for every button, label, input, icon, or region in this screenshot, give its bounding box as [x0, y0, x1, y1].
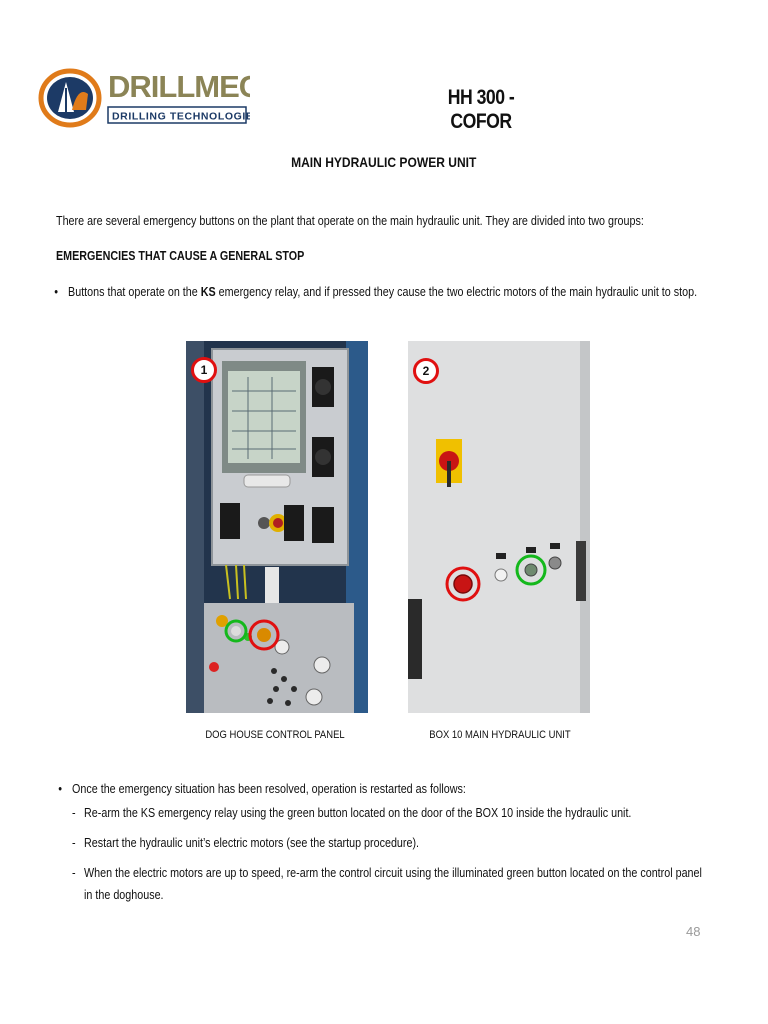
restart-step-text: Restart the hydraulic unit’s electric motors (see the startup procedure). [84, 836, 420, 850]
bullet-general-stop [56, 285, 697, 299]
logo-graphic [38, 64, 250, 130]
bullet-marker: • [54, 285, 59, 299]
logo-wordmark: DRILLMEC [108, 69, 250, 104]
bullet1-suffix: emergency relay, and if pressed they cause the two electric motors of the main hydraulic unit to stop. [215, 285, 698, 299]
control-panel-illustration [186, 341, 368, 713]
section-title [0, 154, 768, 170]
hydraulic-unit-illustration [408, 341, 590, 713]
section-title-text: MAIN HYDRAULIC POWER UNIT [291, 154, 477, 170]
drillmec-logo [38, 64, 250, 130]
group-heading: EMERGENCIES THAT CAUSE A GENERAL STOP [56, 249, 305, 263]
restart-step-2 [72, 836, 419, 850]
restart-lead: Once the emergency situation has been resolved, operation is restarted as follows: [72, 782, 466, 796]
restart-step-3 [72, 862, 704, 906]
dash-marker: - [72, 806, 76, 820]
bullet1-bold: KS [200, 285, 216, 299]
bullet1-prefix: Buttons that operate on the [68, 285, 201, 299]
figure-badge-2: 2 [413, 358, 439, 384]
dash-marker: - [72, 836, 76, 850]
photo-box10-hydraulic-unit [408, 341, 590, 713]
logo-tagline: DRILLING TECHNOLOGIES [112, 110, 250, 123]
restart-step-text: When the electric motors are up to speed, re-arm the control circuit using the illuminated green button located on the control panel in the doghouse. [84, 866, 702, 902]
figure-badge-1: 1 [191, 357, 217, 383]
photo-dog-house-control-panel [186, 341, 368, 713]
bullet-restart-procedure [60, 782, 466, 796]
caption-box10-hydraulic-unit: BOX 10 MAIN HYDRAULIC UNIT [429, 729, 571, 741]
restart-step-text: Re-arm the KS emergency relay using the green button located on the door of the BOX 10 inside the hydraulic unit. [84, 806, 632, 820]
bullet-marker: • [58, 782, 63, 796]
model-title: HH 300 - COFOR [447, 86, 515, 133]
intro-paragraph: There are several emergency buttons on the plant that operate on the main hydraulic unit. They are divided into two groups: [56, 214, 644, 228]
dash-marker: - [72, 866, 76, 880]
page-number: 48 [686, 924, 701, 939]
caption-dog-house-control-panel: DOG HOUSE CONTROL PANEL [205, 729, 345, 741]
restart-step-1 [72, 806, 631, 820]
